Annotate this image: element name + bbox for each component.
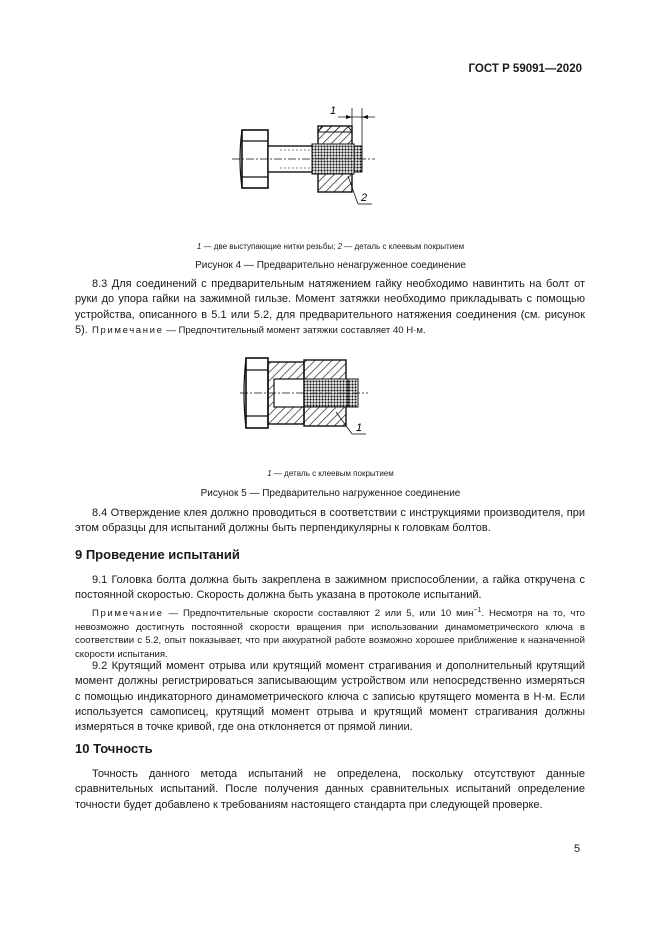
note-8-3	[75, 324, 585, 338]
figure-4-legend	[0, 242, 661, 251]
fig4-callout-1: 1	[330, 105, 337, 117]
paragraph-9-2	[75, 659, 585, 735]
paragraph-9-1-text: 9.1 Головка болта должна быть закреплена в зажимном приспособлении, а гайка откручена с постоянной скоростью. Скорость должна быть указана в протоколе испытаний.	[75, 574, 585, 602]
note-9-1-sup: −1	[473, 607, 482, 614]
paragraph-9-2-text: 9.2 Крутящий момент отрыва или крутящий момент страгивания и дополнительный крутящий момент должны регистрироваться записывающим устройством или непосредственно измеряться с помощью индикаторного динамометрического ключа с записью крутящего момента в Н·м. Если используется самописец, крутящий момент отрыва и крутящий момент страгивания должны измеряться в точке кривой, где она отклоняется от прямой линии.	[75, 660, 585, 734]
note-8-3-text: — Предпочтительный момент затяжки составляет 40 Н·м.	[163, 325, 426, 336]
fig4-callout-2: 2	[361, 192, 368, 204]
fig5-legend-text-1: — деталь с клеевым покрытием	[271, 469, 394, 478]
figure-5-legend	[0, 469, 661, 478]
paragraph-8-3-text: 8.3 Для соединений с предварительным натяжением гайку необходимо навинтить на болт от руки до упора гайки на зажимной гильзе. Момент затяжки необходимо прикладывать с помощью устройства, описанного в 5.1 или 5.2, для предварительного натяжения соединения (см. рисунок 5).	[75, 278, 585, 336]
note-8-3-label: Примечание	[92, 325, 164, 336]
figure-4-caption: Рисунок 4 — Предварительно ненагруженное соединение	[195, 260, 466, 271]
section-9-heading: 9 Проведение испытаний	[75, 547, 240, 562]
figure-5-drawing	[240, 350, 380, 450]
paragraph-10	[75, 767, 585, 813]
note-9-1-text-a: — Предпочтительные скорости составляют 2 или 5, или 10 мин	[163, 608, 474, 620]
fig4-legend-text-2: — деталь с клеевым покрытием	[342, 242, 465, 251]
section-10-heading: 10 Точность	[75, 741, 153, 756]
fig4-legend-num-2: 2	[337, 242, 343, 251]
figure-5-caption: Рисунок 5 — Предварительно нагруженное соединение	[200, 488, 461, 499]
page-number: 5	[574, 843, 581, 855]
paragraph-9-1	[75, 573, 585, 604]
fig4-legend-num-1: 1	[196, 242, 202, 251]
figure-4-drawing	[230, 100, 390, 215]
fig5-callout-1: 1	[356, 422, 363, 434]
standard-header: ГОСТ Р 59091—2020	[468, 63, 582, 75]
paragraph-8-4	[75, 506, 585, 537]
note-9-1-text-b: . Несмотря на то, что невозможно достигнуть постоянной скорости вращения при использовании динамометрического ключа в соответствии с 5.2, опыт показывает, что при аккуратной работе возможно хорошее приближение к назначенной скорости испытания.	[75, 608, 585, 660]
fig4-legend-text-1: — две выступающие нитки резьбы;	[201, 242, 338, 251]
paragraph-10-text: Точность данного метода испытаний не определена, поскольку отсутствуют данные сравнительных испытаний. После получения данных сравнительных испытаний определение точности будет добавлено к требованиям настоящего стандарта при следующей проверке.	[75, 768, 585, 811]
note-9-1-label: Примечание	[92, 608, 164, 620]
fig5-legend-num-1: 1	[267, 469, 272, 478]
note-9-1	[75, 604, 585, 662]
paragraph-8-4-text: 8.4 Отверждение клея должно проводиться в соответствии с инструкциями производителя, при этом образцы для испытаний должны быть перпендикулярны к головкам болтов.	[75, 507, 585, 535]
